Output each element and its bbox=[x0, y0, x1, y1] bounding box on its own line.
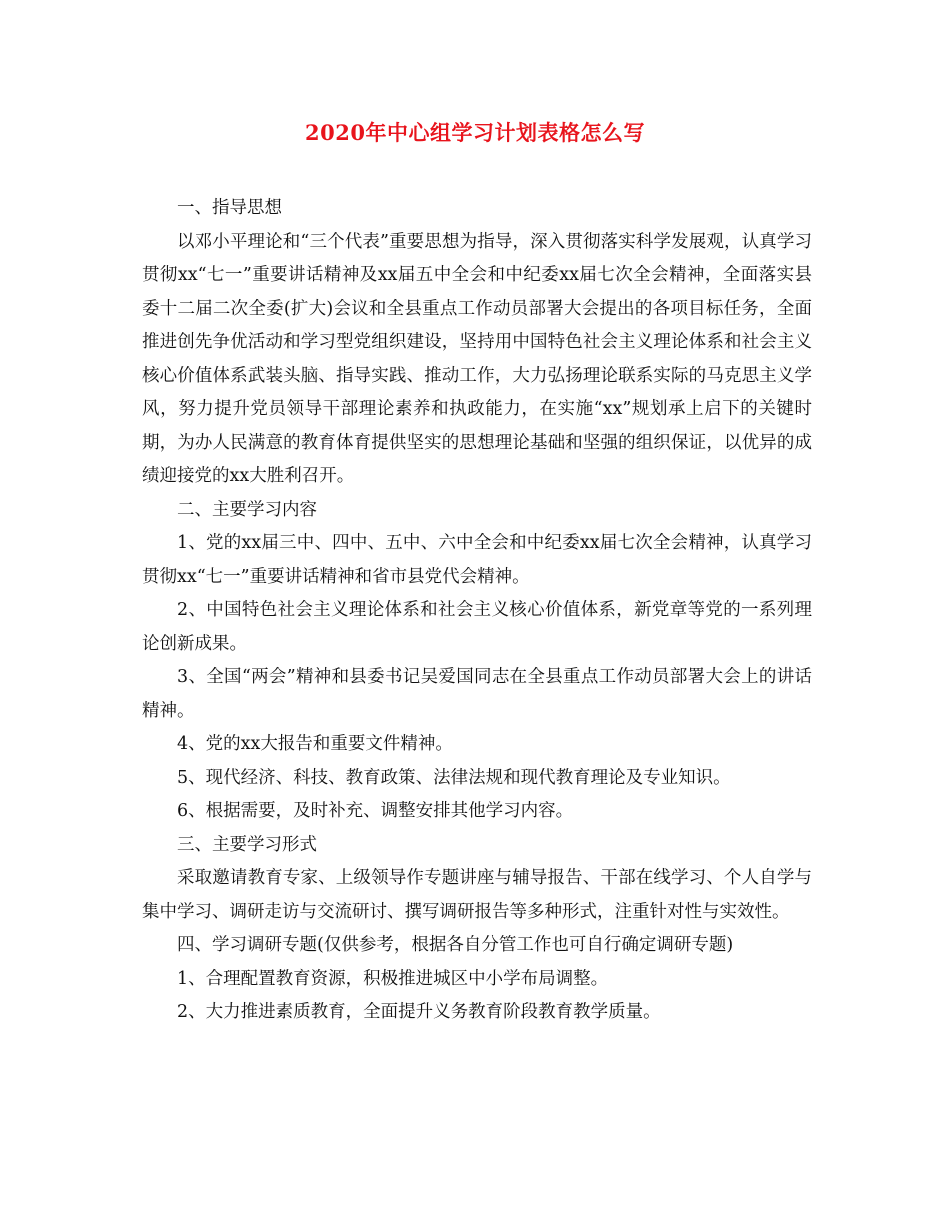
paragraph-guiding-ideology: 以邓小平理论和“三个代表”重要思想为指导，深入贯彻落实科学发展观，认真学习贯彻xx“七一”重要讲话精神及xx届五中全会和中纪委xx届七次全会精神，全面落实县委十二届二次全委(扩大)会议和全县重点工作动员部署大会提出的各项目标任务，全面推进创先争优活动和学习型党组织建设，坚持用中国特色社会主义理论体系和社会主义核心价值体系武装头脑、指导实践、推动工作，大力弘扬理论联系实际的马克思主义学风，努力提升党员领导干部理论素养和执政能力，在实施“xx”规划承上启下的关键时期，为办人民满意的教育体育提供坚实的思想理论基础和坚强的组织保证，以优异的成绩迎接党的xx大胜利召开。 bbox=[142, 231, 812, 486]
list-item-topic-1: 1、合理配置教育资源，积极推进城区中小学布局调整。 bbox=[177, 968, 609, 989]
list-item-content-2: 2、中国特色社会主义理论体系和社会主义核心价值体系，新党章等党的一系列理论创新成果。 bbox=[142, 600, 812, 654]
paragraph-learning-forms: 采取邀请教育专家、上级领导作专题讲座与辅导报告、干部在线学习、个人自学与集中学习、调研走访与交流研讨、撰写调研报告等多种形式，注重针对性与实效性。 bbox=[142, 868, 812, 922]
list-item-content-4: 4、党的xx大报告和重要文件精神。 bbox=[177, 734, 453, 754]
section-heading-main-content: 二、主要学习内容 bbox=[177, 499, 317, 520]
section-heading-research-topics: 四、学习调研专题(仅供参考，根据各自分管工作也可自行确定调研专题) bbox=[177, 935, 734, 955]
list-item-content-5: 5、现代经济、科技、教育政策、法律法规和现代教育理论及专业知识。 bbox=[177, 767, 731, 788]
list-item-topic-2: 2、大力推进素质教育，全面提升义务教育阶段教育教学质量。 bbox=[177, 1002, 661, 1022]
list-item-content-1: 1、党的xx届三中、四中、五中、六中全会和中纪委xx届七次全会精神，认真学习贯彻xx“七一”重要讲话精神和省市县党代会精神。 bbox=[142, 533, 812, 587]
list-item-content-3: 3、全国“两会”精神和县委书记吴爱国同志在全县重点工作动员部署大会上的讲话精神。 bbox=[142, 667, 812, 721]
list-item-content-6: 6、根据需要，及时补充、调整安排其他学习内容。 bbox=[177, 801, 574, 821]
section-heading-learning-forms: 三、主要学习形式 bbox=[177, 834, 317, 855]
document-body bbox=[142, 192, 812, 1030]
section-heading-guiding-ideology: 一、指导思想 bbox=[177, 198, 282, 218]
document-title: 2020年中心组学习计划表格怎么写 bbox=[305, 120, 645, 145]
